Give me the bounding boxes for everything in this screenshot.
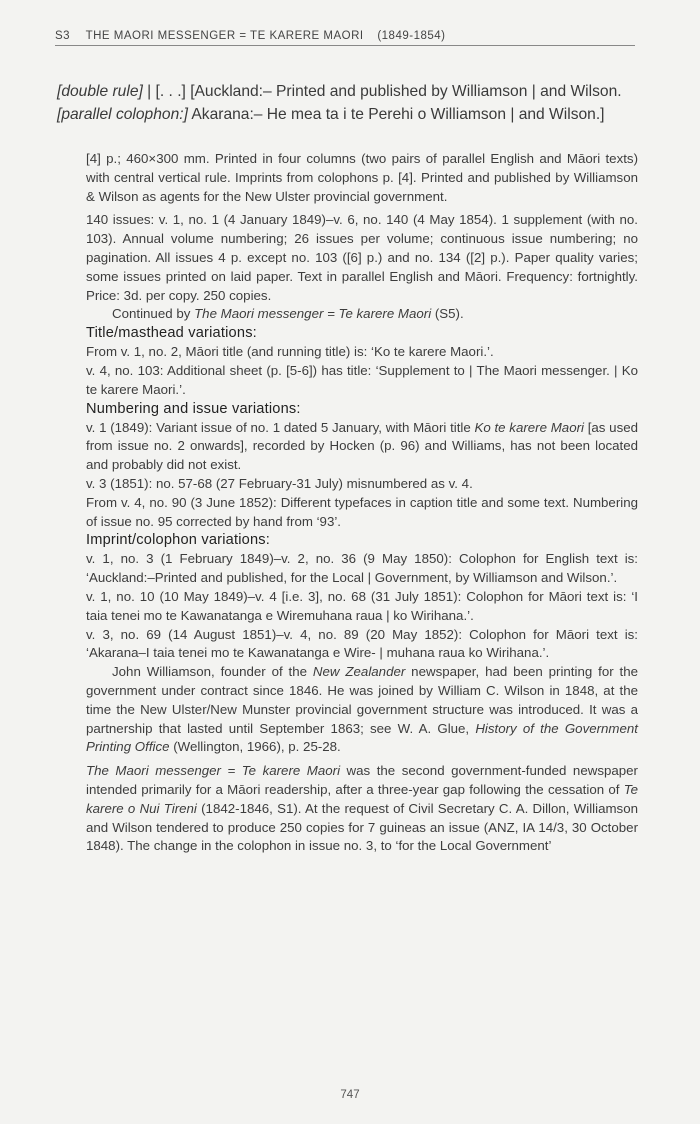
title-variation-2: v. 4, no. 103: Additional sheet (p. [5-6]) has title: ‘Supplement to | The Maori messenger. | Ko te karere Maori.’. xyxy=(86,362,638,397)
lead-text-1: | [. . .] [Auckland:– Printed and published by Williamson | and Wilson. xyxy=(142,83,622,100)
lead-italic-1: [double rule] xyxy=(57,83,143,100)
header-code: S3 xyxy=(55,30,71,42)
numbering-variation-2: v. 3 (1851): no. 57-68 (27 February-31 July) misnumbered as v. 4. xyxy=(86,475,473,491)
note-2-text-b: (1842-1846, S1). At the request of Civil Secretary C. A. Dillon, Williamson and Wilson tendered to produce 250 copies for 7 guineas an issue (ANZ, IA 14/3, 30 October 1848). The change in the colophon in issue no. 3, to ‘for the Local Government’ xyxy=(86,800,638,854)
page-number: 747 xyxy=(340,1089,360,1101)
imprint-variation-1: v. 1, no. 3 (1 February 1849)–v. 2, no. 36 (9 May 1850): Colophon for English text is: ‘Auckland:–Printed and published, for the Local | Government, by Williamson and Wilson.’. xyxy=(86,551,638,586)
note-2-title-a: The Maori messenger = Te karere Maori xyxy=(86,763,341,779)
header-title: THE MAORI MESSENGER = TE KARERE MAORI xyxy=(85,30,364,42)
note-williamson xyxy=(86,663,638,757)
continued-by-text: Continued by xyxy=(112,306,195,322)
note-history xyxy=(86,762,638,856)
note-1-text-b: newspaper, had been printing for the government under contract since 1846. He was joined by William C. Wilson in 1848, at the time the New Ulster/New Munster provincial government structure was introduced. It was a partnership that lasted until September 1863; see W. A. Glue, xyxy=(86,664,639,736)
physical-description: [4] p.; 460×300 mm. Printed in four columns (two pairs of parallel English and Māori texts) with central vertical rule. Imprints from colophons p. [4]. Printed and published by Williamson & Wilson as agents for the New Ulster provincial government. xyxy=(86,151,638,204)
title-variation-1: From v. 1, no. 2, Māori title (and running title) is: ‘Ko te karere Maori.’. xyxy=(86,344,494,360)
numbering-variation-1-title: Ko te karere Maori xyxy=(474,419,584,435)
imprint-variation-3: v. 3, no. 69 (14 August 1851)–v. 4, no. 89 (20 May 1852): Colophon for Māori text is: ‘Akarana–I taia tenei mo te Kawanatanga e Wire- | muhana raua ko Wirihana.’. xyxy=(86,626,638,661)
numbering-variation-1 xyxy=(86,419,638,475)
numbering-variation-3: From v. 4, no. 90 (3 June 1852): Different typefaces in caption title and some text. Numbering of issue no. 95 corrected by hand from ‘93’. xyxy=(86,494,638,529)
note-1-text-a: John Williamson, founder of the xyxy=(112,664,313,680)
entry-body xyxy=(86,150,638,856)
header-years: (1849-1854) xyxy=(377,30,446,42)
numbering-variation-1-rest: [as used from issue no. 2 onwards], recorded by Hocken (p. 96) and Williams, has not been located and probably did not exist. xyxy=(86,419,639,473)
numbering-variations-heading: Numbering and issue variations: xyxy=(86,400,301,417)
running-header xyxy=(55,30,635,46)
note-1-text-c: (Wellington, 1966), p. 25-28. xyxy=(169,739,341,755)
note-2-text-a: was the second government-funded newspaper intended primarily for a Māori readership, after a three-year gap following the cessation of xyxy=(86,763,638,797)
title-transcription xyxy=(57,80,642,126)
continued-by xyxy=(86,305,638,324)
lead-italic-2: [parallel colophon:] xyxy=(57,106,188,123)
note-1-title-a: New Zealander xyxy=(312,664,406,680)
note-1-title-b: History of the Government Printing Office xyxy=(86,720,638,755)
imprint-variations-heading: Imprint/colophon variations: xyxy=(86,532,271,549)
continued-by-ref: (S5). xyxy=(431,306,464,322)
issue-description: 140 issues: v. 1, no. 1 (4 January 1849)–v. 6, no. 140 (4 May 1854). 1 supplement (with no. 103). Annual volume numbering; 26 issues per volume; continuous issue numbering; no pagination. All issues 4 p. except no. 103 ([6] p.) and no. 134 ([2] p.). Paper quality varies; some issues printed on laid paper. Text in parallel English and Māori. Frequency: fortnightly. Price: 3d. per copy. 250 copies. xyxy=(86,212,638,303)
numbering-variation-1-text: v. 1 (1849): Variant issue of no. 1 dated 5 January, with Māori title xyxy=(86,419,475,435)
lead-text-2: Akarana:– He mea ta i te Perehi o Williamson | and Wilson.] xyxy=(187,106,605,123)
title-variations-heading: Title/masthead variations: xyxy=(86,325,257,342)
imprint-variation-2: v. 1, no. 10 (10 May 1849)–v. 4 [i.e. 3], no. 68 (31 July 1851): Colophon for Māori text is: ‘I taia tenei mo te Kawanatanga e Wiremuhana raua | ko Wirihana.’. xyxy=(86,588,638,623)
continued-by-title: The Maori messenger = Te karere Maori xyxy=(194,306,432,322)
note-2-title-b: Te karere o Nui Tireni xyxy=(86,781,638,816)
